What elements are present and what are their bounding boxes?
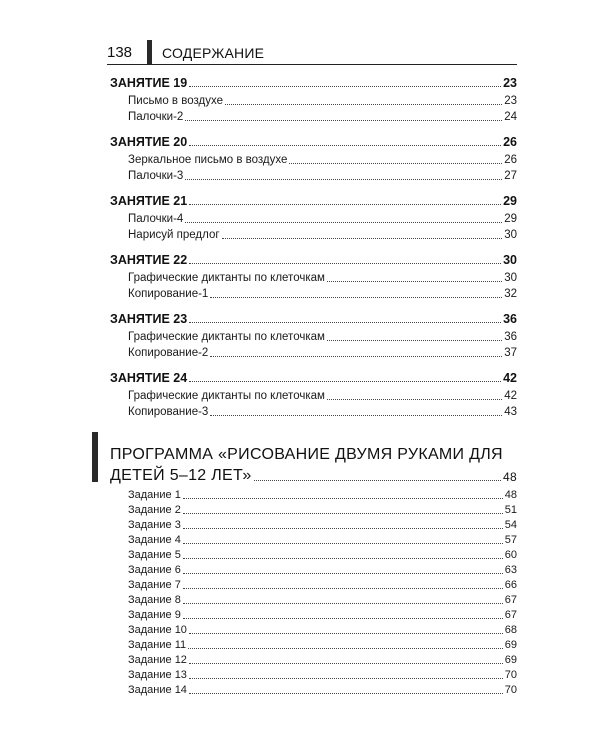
leader-dots — [189, 678, 503, 679]
page-ref: 26 — [504, 154, 517, 166]
page-ref: 48 — [503, 470, 517, 484]
page-ref: 32 — [504, 288, 517, 300]
toc-task[interactable] — [128, 518, 517, 532]
task-title: Задание 11 — [128, 639, 187, 651]
page-ref: 68 — [504, 624, 517, 636]
toc-item[interactable] — [128, 169, 517, 183]
toc-task[interactable] — [128, 563, 517, 577]
leader-dots — [222, 238, 503, 239]
page-ref: 23 — [504, 95, 517, 107]
leader-dots — [189, 693, 503, 694]
header-divider-bar — [147, 40, 152, 64]
toc-item[interactable] — [128, 228, 517, 242]
lesson-title: ЗАНЯТИЕ 23 — [110, 312, 188, 326]
leader-dots — [183, 603, 503, 604]
leader-dots — [183, 513, 503, 514]
leader-dots — [327, 281, 502, 282]
leader-dots — [327, 399, 502, 400]
item-title: Графические диктанты по клеточкам — [128, 331, 325, 343]
toc-lesson-23[interactable] — [110, 312, 517, 326]
item-title: Зеркальное письмо в воздухе — [128, 154, 288, 166]
item-title: Копирование-1 — [128, 288, 209, 300]
toc-item[interactable] — [128, 153, 517, 167]
item-title: Графические диктанты по клеточкам — [128, 390, 325, 402]
page-ref: 54 — [504, 519, 517, 531]
task-title: Задание 7 — [128, 579, 181, 591]
page-ref: 69 — [504, 639, 517, 651]
page-header — [107, 42, 517, 65]
page-ref: 63 — [504, 564, 517, 576]
leader-dots — [210, 356, 502, 357]
leader-dots — [289, 163, 502, 164]
leader-dots — [210, 297, 502, 298]
item-title: Копирование-3 — [128, 406, 209, 418]
toc-item[interactable] — [128, 94, 517, 108]
toc-item[interactable] — [128, 389, 517, 403]
toc-task[interactable] — [128, 608, 517, 622]
page-ref: 42 — [504, 390, 517, 402]
leader-dots — [183, 543, 503, 544]
toc-task[interactable] — [128, 593, 517, 607]
toc-item[interactable] — [128, 330, 517, 344]
toc-task[interactable] — [128, 503, 517, 517]
item-title: Нарисуй предлог — [128, 229, 220, 241]
task-title: Задание 10 — [128, 624, 187, 636]
lesson-title: ЗАНЯТИЕ 24 — [110, 371, 188, 385]
page-ref: 66 — [504, 579, 517, 591]
task-title: Задание 8 — [128, 594, 181, 606]
toc-task[interactable] — [128, 668, 517, 682]
toc-item[interactable] — [128, 405, 517, 419]
toc-program[interactable] — [110, 467, 517, 485]
leader-dots — [183, 573, 503, 574]
page-ref: 24 — [504, 111, 517, 123]
toc-task[interactable] — [128, 548, 517, 562]
section-title: СОДЕРЖАНИЕ — [162, 45, 265, 61]
toc-task[interactable] — [128, 683, 517, 697]
leader-dots — [189, 145, 501, 146]
task-title: Задание 13 — [128, 669, 187, 681]
task-title: Задание 14 — [128, 684, 187, 696]
leader-dots — [189, 633, 503, 634]
toc-task[interactable] — [128, 653, 517, 667]
page-ref: 42 — [503, 371, 517, 385]
leader-dots — [254, 480, 501, 481]
toc-lesson-19[interactable] — [110, 76, 517, 90]
task-title: Задание 4 — [128, 534, 181, 546]
toc-task[interactable] — [128, 533, 517, 547]
lesson-title: ЗАНЯТИЕ 21 — [110, 194, 188, 208]
page-ref: 48 — [504, 489, 517, 501]
page-ref: 69 — [504, 654, 517, 666]
toc-task[interactable] — [128, 623, 517, 637]
lesson-title: ЗАНЯТИЕ 22 — [110, 253, 188, 267]
toc-item[interactable] — [128, 287, 517, 301]
leader-dots — [185, 120, 502, 121]
task-title: Задание 9 — [128, 609, 181, 621]
toc-task[interactable] — [128, 578, 517, 592]
page-ref: 70 — [504, 669, 517, 681]
leader-dots — [189, 86, 501, 87]
leader-dots — [189, 381, 501, 382]
task-title: Задание 12 — [128, 654, 187, 666]
page-ref: 36 — [504, 331, 517, 343]
page-ref: 67 — [504, 594, 517, 606]
leader-dots — [188, 648, 503, 649]
program-title-line2: ДЕТЕЙ 5–12 ЛЕТ» — [110, 467, 252, 484]
page-ref: 57 — [504, 534, 517, 546]
task-title: Задание 5 — [128, 549, 181, 561]
leader-dots — [189, 322, 501, 323]
item-title: Палочки-2 — [128, 111, 184, 123]
toc-lesson-21[interactable] — [110, 194, 517, 208]
leader-dots — [327, 340, 502, 341]
page-ref: 37 — [504, 347, 517, 359]
page-ref: 43 — [504, 406, 517, 418]
leader-dots — [189, 204, 501, 205]
page-ref: 70 — [504, 684, 517, 696]
toc-lesson-22[interactable] — [110, 253, 517, 267]
page-ref: 29 — [504, 213, 517, 225]
lesson-title: ЗАНЯТИЕ 19 — [110, 76, 188, 90]
item-title: Палочки-4 — [128, 213, 184, 225]
lesson-title: ЗАНЯТИЕ 20 — [110, 135, 188, 149]
page-ref: 36 — [503, 312, 517, 326]
page-number: 138 — [107, 44, 133, 61]
program-title-line1: ПРОГРАММА «РИСОВАНИЕ ДВУМЯ РУКАМИ ДЛЯ — [110, 446, 503, 463]
leader-dots — [189, 663, 503, 664]
task-title: Задание 6 — [128, 564, 181, 576]
toc-task[interactable] — [128, 488, 517, 502]
toc-item[interactable] — [128, 110, 517, 124]
item-title: Письмо в воздухе — [128, 95, 223, 107]
leader-dots — [183, 588, 503, 589]
toc-lesson-24[interactable] — [110, 371, 517, 385]
toc-item[interactable] — [128, 212, 517, 226]
leader-dots — [183, 498, 503, 499]
page-ref: 60 — [504, 549, 517, 561]
leader-dots — [183, 558, 503, 559]
toc-lesson-20[interactable] — [110, 135, 517, 149]
page-ref: 67 — [504, 609, 517, 621]
page-ref: 30 — [504, 272, 517, 284]
page-ref: 27 — [504, 170, 517, 182]
leader-dots — [183, 528, 503, 529]
leader-dots — [185, 179, 502, 180]
leader-dots — [185, 222, 502, 223]
page-ref: 26 — [503, 135, 517, 149]
leader-dots — [189, 263, 501, 264]
item-title: Копирование-2 — [128, 347, 209, 359]
page-ref: 23 — [503, 76, 517, 90]
task-title: Задание 3 — [128, 519, 181, 531]
page-ref: 51 — [504, 504, 517, 516]
toc-item[interactable] — [128, 271, 517, 285]
toc-item[interactable] — [128, 346, 517, 360]
leader-dots — [225, 104, 502, 105]
task-title: Задание 1 — [128, 489, 181, 501]
page-ref: 29 — [503, 194, 517, 208]
leader-dots — [210, 415, 502, 416]
page-ref: 30 — [503, 253, 517, 267]
page-ref: 30 — [504, 229, 517, 241]
item-title: Палочки-3 — [128, 170, 184, 182]
leader-dots — [183, 618, 503, 619]
item-title: Графические диктанты по клеточкам — [128, 272, 325, 284]
task-title: Задание 2 — [128, 504, 181, 516]
program-section-bar — [92, 432, 98, 482]
toc-task[interactable] — [128, 638, 517, 652]
